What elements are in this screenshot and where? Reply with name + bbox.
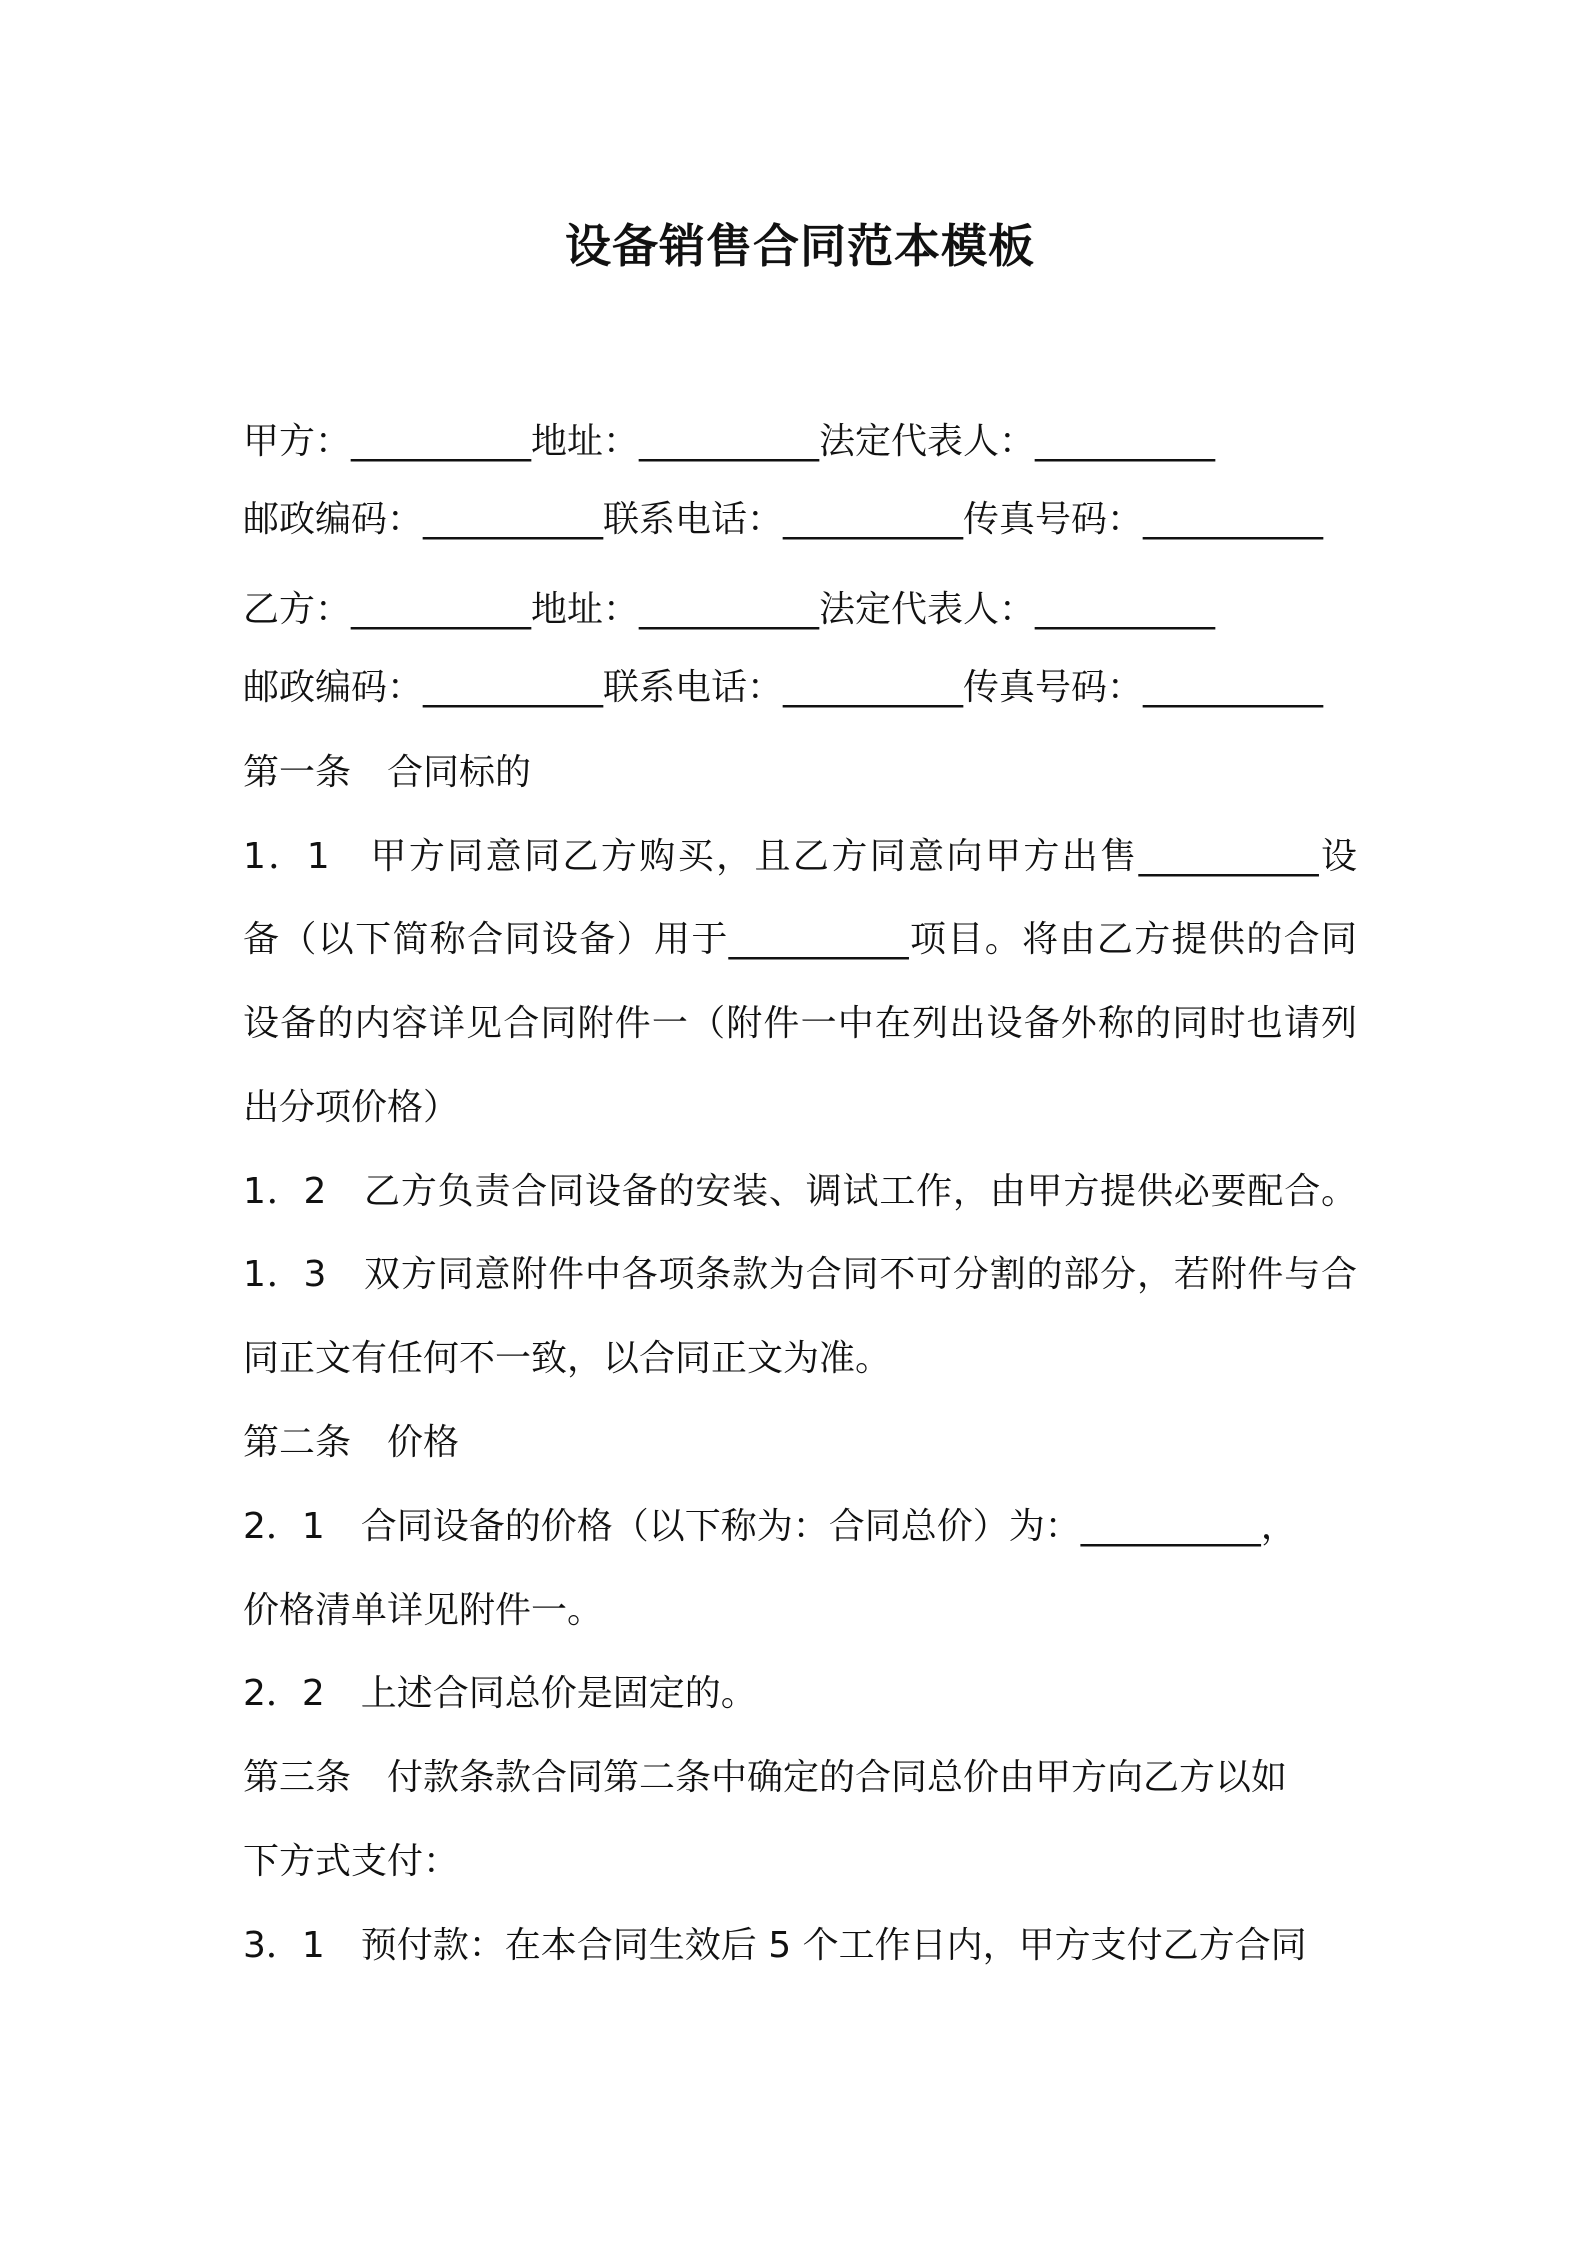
party-a-line: 甲方：__________地址：__________法定代表人：__________ [243, 421, 1216, 462]
party-b-contact-line: 邮政编码：__________联系电话：__________传真号码：__________ [243, 667, 1324, 708]
clause-2-1-line-2: 价格清单详见附件一。 [243, 1590, 604, 1631]
clause-1-1-line-1: 1．1 甲方同意同乙方购买，且乙方同意向甲方出售__________设 [243, 836, 1357, 877]
document-title: 设备销售合同范本模板 [565, 219, 1035, 273]
clause-1-2: 1．2 乙方负责合同设备的安装、调试工作，由甲方提供必要配合。 [243, 1171, 1357, 1212]
clause-1-1-line-2: 备（以下简称合同设备）用于__________项目。将由乙方提供的合同 [243, 919, 1357, 960]
party-b-line: 乙方：__________地址：__________法定代表人：__________ [243, 589, 1216, 630]
article-2-heading: 第二条 价格 [243, 1422, 460, 1463]
article-3-heading-line-1: 第三条 付款条款合同第二条中确定的合同总价由甲方向乙方以如 [243, 1757, 1288, 1798]
clause-1-1-line-4: 出分项价格） [243, 1087, 460, 1128]
article-3-heading-line-2: 下方式支付： [243, 1841, 460, 1882]
clause-2-1-line-1: 2．1 合同设备的价格（以下称为：合同总价）为：__________， [243, 1506, 1297, 1547]
clause-2-2: 2．2 上述合同总价是固定的。 [243, 1673, 757, 1714]
article-1-heading: 第一条 合同标的 [243, 752, 532, 793]
clause-3-1: 3．1 预付款：在本合同生效后 5 个工作日内，甲方支付乙方合同 [243, 1925, 1307, 1966]
clause-1-3-line-2: 同正文有任何不一致，以合同正文为准。 [243, 1338, 892, 1379]
party-a-contact-line: 邮政编码：__________联系电话：__________传真号码：__________ [243, 499, 1324, 540]
clause-1-1-line-3: 设备的内容详见合同附件一（附件一中在列出设备外称的同时也请列 [243, 1003, 1357, 1044]
clause-1-3-line-1: 1．3 双方同意附件中各项条款为合同不可分割的部分，若附件与合 [243, 1254, 1357, 1295]
